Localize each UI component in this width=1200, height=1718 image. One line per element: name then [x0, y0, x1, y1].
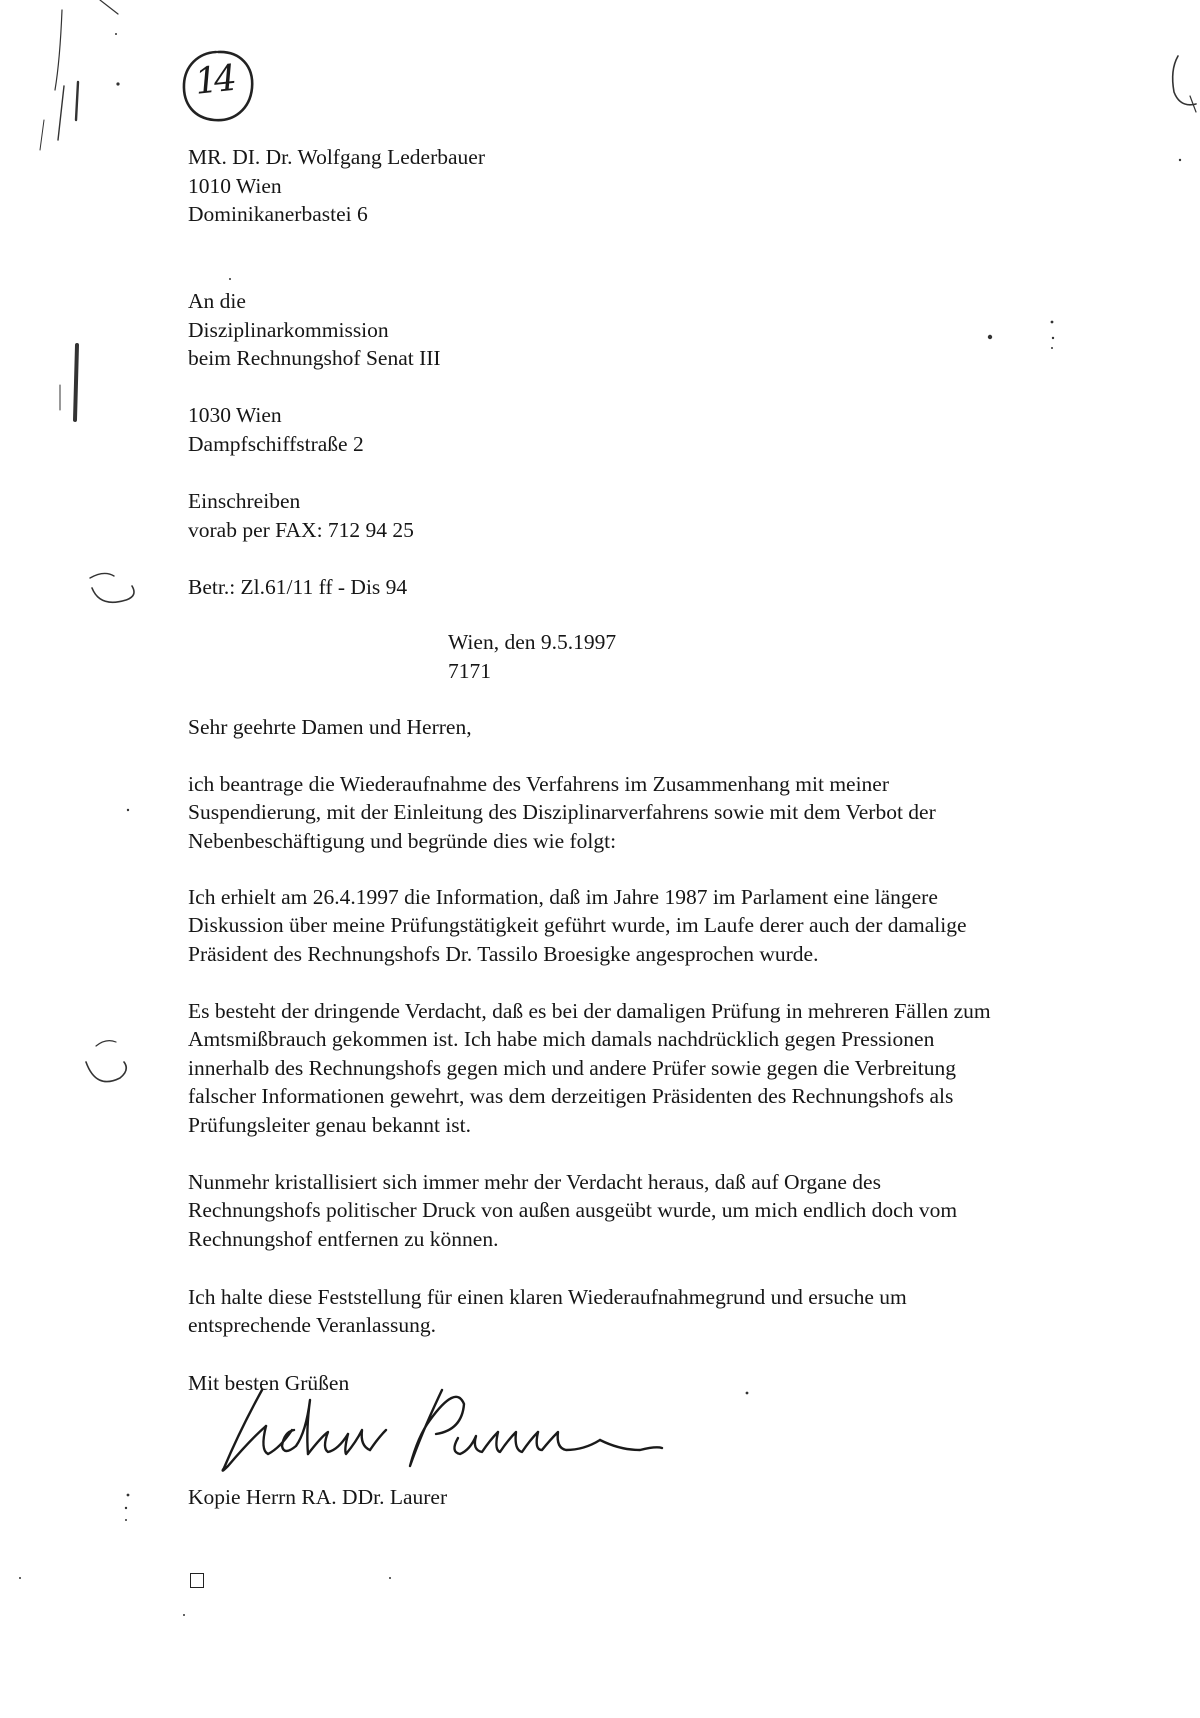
- recipient-street: Dampfschiffstraße 2: [188, 431, 364, 456]
- sender-address: [188, 143, 485, 229]
- page-stamp: [178, 46, 258, 126]
- closing-text: Mit besten Grüßen: [188, 1371, 350, 1395]
- sender-city: 1010 Wien: [188, 173, 282, 198]
- paragraph-line: Rechnungshofs politischer Druck von außen ausgeübt wurde, um mich endlich doch vom: [188, 1198, 958, 1223]
- page-stamp-number: 14: [192, 58, 235, 103]
- paragraph-5: [188, 1283, 1138, 1340]
- salutation: [188, 713, 472, 742]
- paragraph-line: Diskussion über meine Prüfungstätigkeit geführt wurde, im Laufe derer auch der damalige: [188, 913, 967, 938]
- subject-line: [188, 573, 407, 602]
- sender-street: Dominikanerbastei 6: [188, 202, 368, 227]
- paragraph-line: Nunmehr kristallisiert sich immer mehr der Verdacht heraus, daß auf Organe des: [188, 1170, 881, 1194]
- paragraph-line: Ich erhielt am 26.4.1997 die Information, daß im Jahre 1987 im Parlament eine längere: [188, 885, 938, 909]
- paragraph-4: [188, 1168, 1138, 1253]
- recipient-address: [188, 287, 441, 373]
- paragraph-line: Amtsmißbrauch gekommen ist. Ich habe mich damals nachdrücklich gegen Pressionen: [188, 1027, 935, 1052]
- delivery-note: [188, 487, 414, 544]
- recipient-line: beim Rechnungshof Senat III: [188, 346, 441, 371]
- paragraph-3: [188, 997, 1138, 1139]
- paragraph-line: innerhalb des Rechnungshofs gegen mich und andere Prüfer sowie gegen die Verbreitung: [188, 1055, 957, 1080]
- recipient-line: An die: [188, 289, 246, 313]
- paragraph-line: ich beantrage die Wiederaufnahme des Verfahrens im Zusammenhang mit meiner: [188, 772, 890, 796]
- delivery-method: Einschreiben: [188, 489, 301, 513]
- paragraph-line: Präsident des Rechnungshofs Dr. Tassilo Broesigke angesprochen wurde.: [188, 941, 819, 966]
- empty-checkbox: [190, 1573, 204, 1588]
- handwritten-signature: [210, 1370, 670, 1480]
- delivery-fax: vorab per FAX: 712 94 25: [188, 517, 414, 542]
- subject-text: Betr.: Zl.61/11 ff - Dis 94: [188, 575, 408, 599]
- paragraph-line: Suspendierung, mit der Einleitung des Disziplinarverfahrens sowie mit dem Verbot der: [188, 800, 936, 825]
- letter-date: Wien, den 9.5.1997: [448, 630, 617, 654]
- paragraph-line: Rechnungshof entfernen zu können.: [188, 1226, 499, 1251]
- sender-name: MR. DI. Dr. Wolfgang Lederbauer: [188, 145, 486, 169]
- paragraph-line: Ich halte diese Feststellung für einen klaren Wiederaufnahmegrund und ersuche um: [188, 1285, 907, 1309]
- paragraph-2: [188, 883, 1138, 968]
- recipient-location: [188, 401, 364, 458]
- paragraph-line: Prüfungsleiter genau bekannt ist.: [188, 1112, 472, 1137]
- paragraph-line: Nebenbeschäftigung und begründe dies wie folgt:: [188, 828, 617, 853]
- copy-note-text: Kopie Herrn RA. DDr. Laurer: [188, 1485, 448, 1509]
- copy-note: [188, 1483, 447, 1512]
- paragraph-line: Es besteht der dringende Verdacht, daß es bei der damaligen Prüfung in mehreren Fällen zum: [188, 999, 991, 1023]
- recipient-city: 1030 Wien: [188, 403, 282, 427]
- paragraph-line: falscher Informationen gewehrt, was dem derzeitigen Präsidenten des Rechnungshofs als: [188, 1084, 954, 1109]
- date-block: [448, 628, 616, 685]
- paragraph-1: [188, 770, 1138, 855]
- salutation-text: Sehr geehrte Damen und Herren,: [188, 715, 472, 739]
- recipient-line: Disziplinarkommission: [188, 317, 389, 342]
- paragraph-line: entsprechende Veranlassung.: [188, 1313, 436, 1338]
- reference-number: 7171: [448, 658, 491, 683]
